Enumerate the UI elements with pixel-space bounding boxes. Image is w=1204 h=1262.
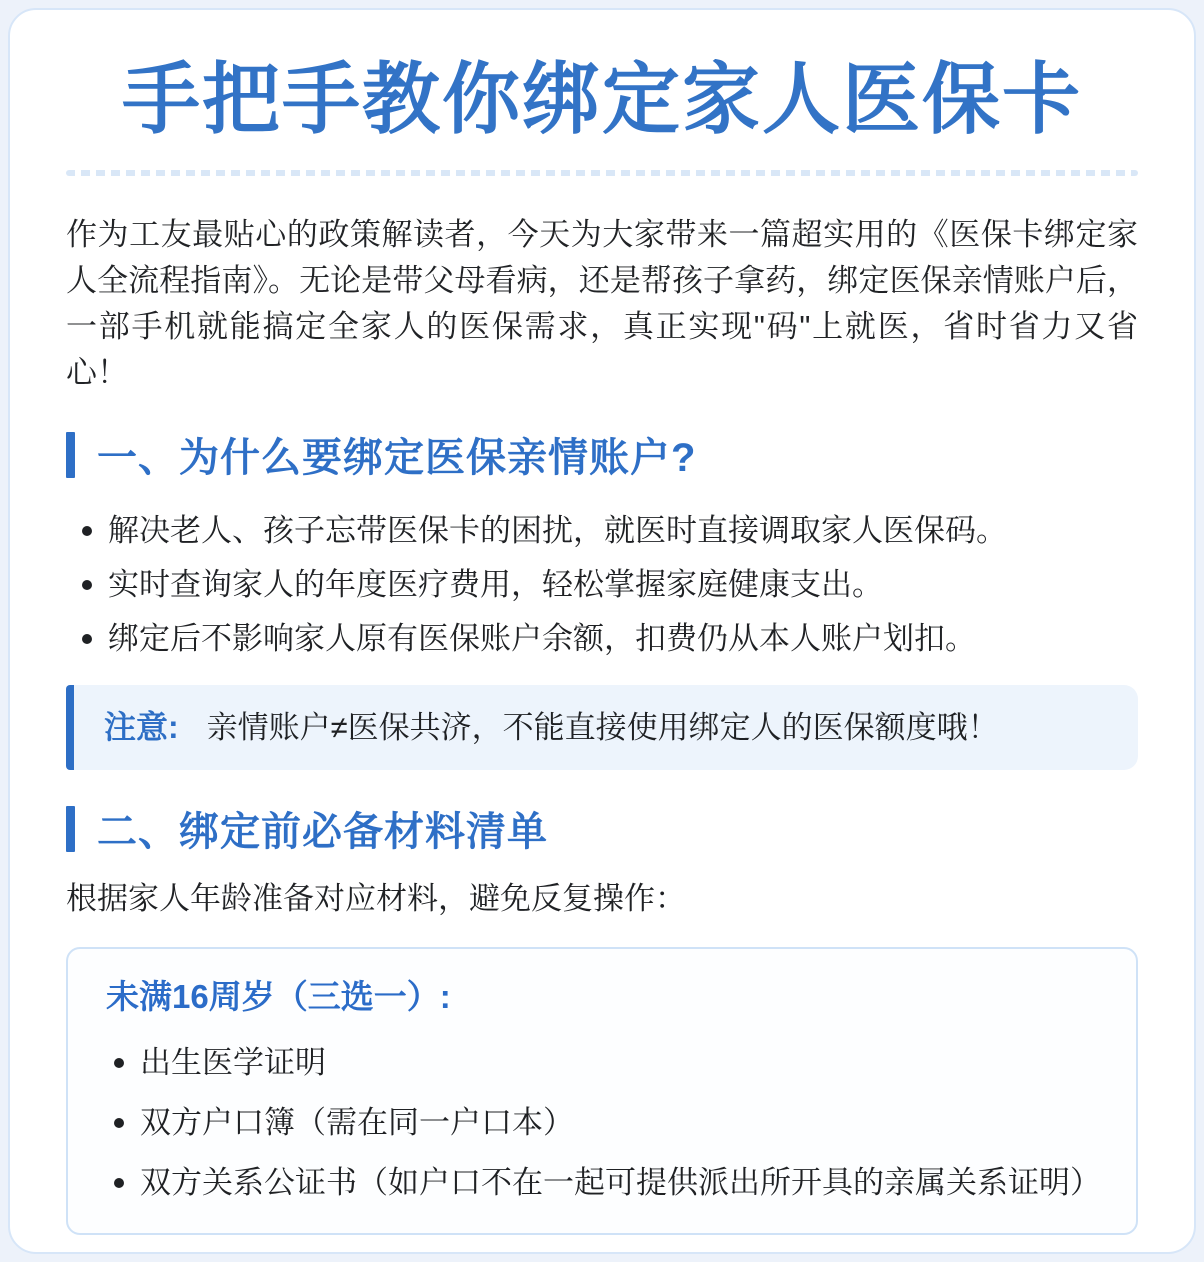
bullet-dot-icon bbox=[114, 1118, 124, 1128]
bullet-dot-icon bbox=[82, 580, 92, 590]
heading-accent-bar bbox=[66, 806, 75, 852]
material-card-title: 未满16周岁（三选一）: bbox=[106, 978, 451, 1015]
article-card bbox=[8, 8, 1196, 1254]
bullet-text: 出生医学证明 bbox=[140, 1045, 326, 1080]
material-requirements-card bbox=[66, 947, 1138, 1235]
list-item bbox=[82, 563, 1138, 607]
bullet-text: 双方关系公证书（如户口不在一起可提供派出所开具的亲属关系证明） bbox=[140, 1165, 1101, 1200]
bullet-dot-icon bbox=[82, 526, 92, 536]
list-item bbox=[114, 1041, 1098, 1085]
section2-heading bbox=[66, 800, 1138, 857]
bullet-dot-icon bbox=[114, 1178, 124, 1188]
bullet-text: 实时查询家人的年度医疗费用，轻松掌握家庭健康支出。 bbox=[108, 567, 883, 602]
bullet-dot-icon bbox=[82, 634, 92, 644]
page-title: 手把手教你绑定家人医保卡 bbox=[121, 55, 1082, 143]
heading-accent-bar bbox=[66, 432, 75, 478]
dotted-divider bbox=[66, 170, 1138, 176]
list-item bbox=[82, 617, 1138, 661]
section2-lead-text: 根据家人年龄准备对应材料，避免反复操作： bbox=[66, 881, 686, 916]
note-label: 注意: bbox=[104, 709, 179, 745]
bullet-text: 绑定后不影响家人原有医保账户余额，扣费仍从本人账户划扣。 bbox=[108, 621, 976, 656]
section1-heading bbox=[66, 426, 1138, 483]
note-box bbox=[66, 685, 1138, 770]
list-item bbox=[82, 509, 1138, 553]
material-bullet-list bbox=[106, 1041, 1101, 1205]
bullet-text: 解决老人、孩子忘带医保卡的困扰，就医时直接调取家人医保码。 bbox=[108, 513, 1007, 548]
list-item bbox=[114, 1101, 1098, 1145]
note-text: 亲情账户≠医保共济，不能直接使用绑定人的医保额度哦！ bbox=[206, 710, 999, 745]
bullet-text: 双方户口簿（需在同一户口本） bbox=[140, 1105, 574, 1140]
section1-bullet-list bbox=[66, 509, 1138, 661]
bullet-dot-icon bbox=[114, 1058, 124, 1068]
section2-heading-text: 二、绑定前必备材料清单 bbox=[97, 810, 548, 854]
list-item bbox=[114, 1161, 1101, 1205]
section1-heading-text: 一、为什么要绑定医保亲情账户? bbox=[97, 436, 697, 480]
intro-paragraph: 作为工友最贴心的政策解读者，今天为大家带来一篇超实用的《医保卡绑定家人全流程指南》。无论是带父母看病，还是帮孩子拿药，绑定医保亲情账户后，一部手机就能搞定全家人的医保需求，真正实现"码"上就医，省时省力又省心！ bbox=[66, 217, 1138, 390]
